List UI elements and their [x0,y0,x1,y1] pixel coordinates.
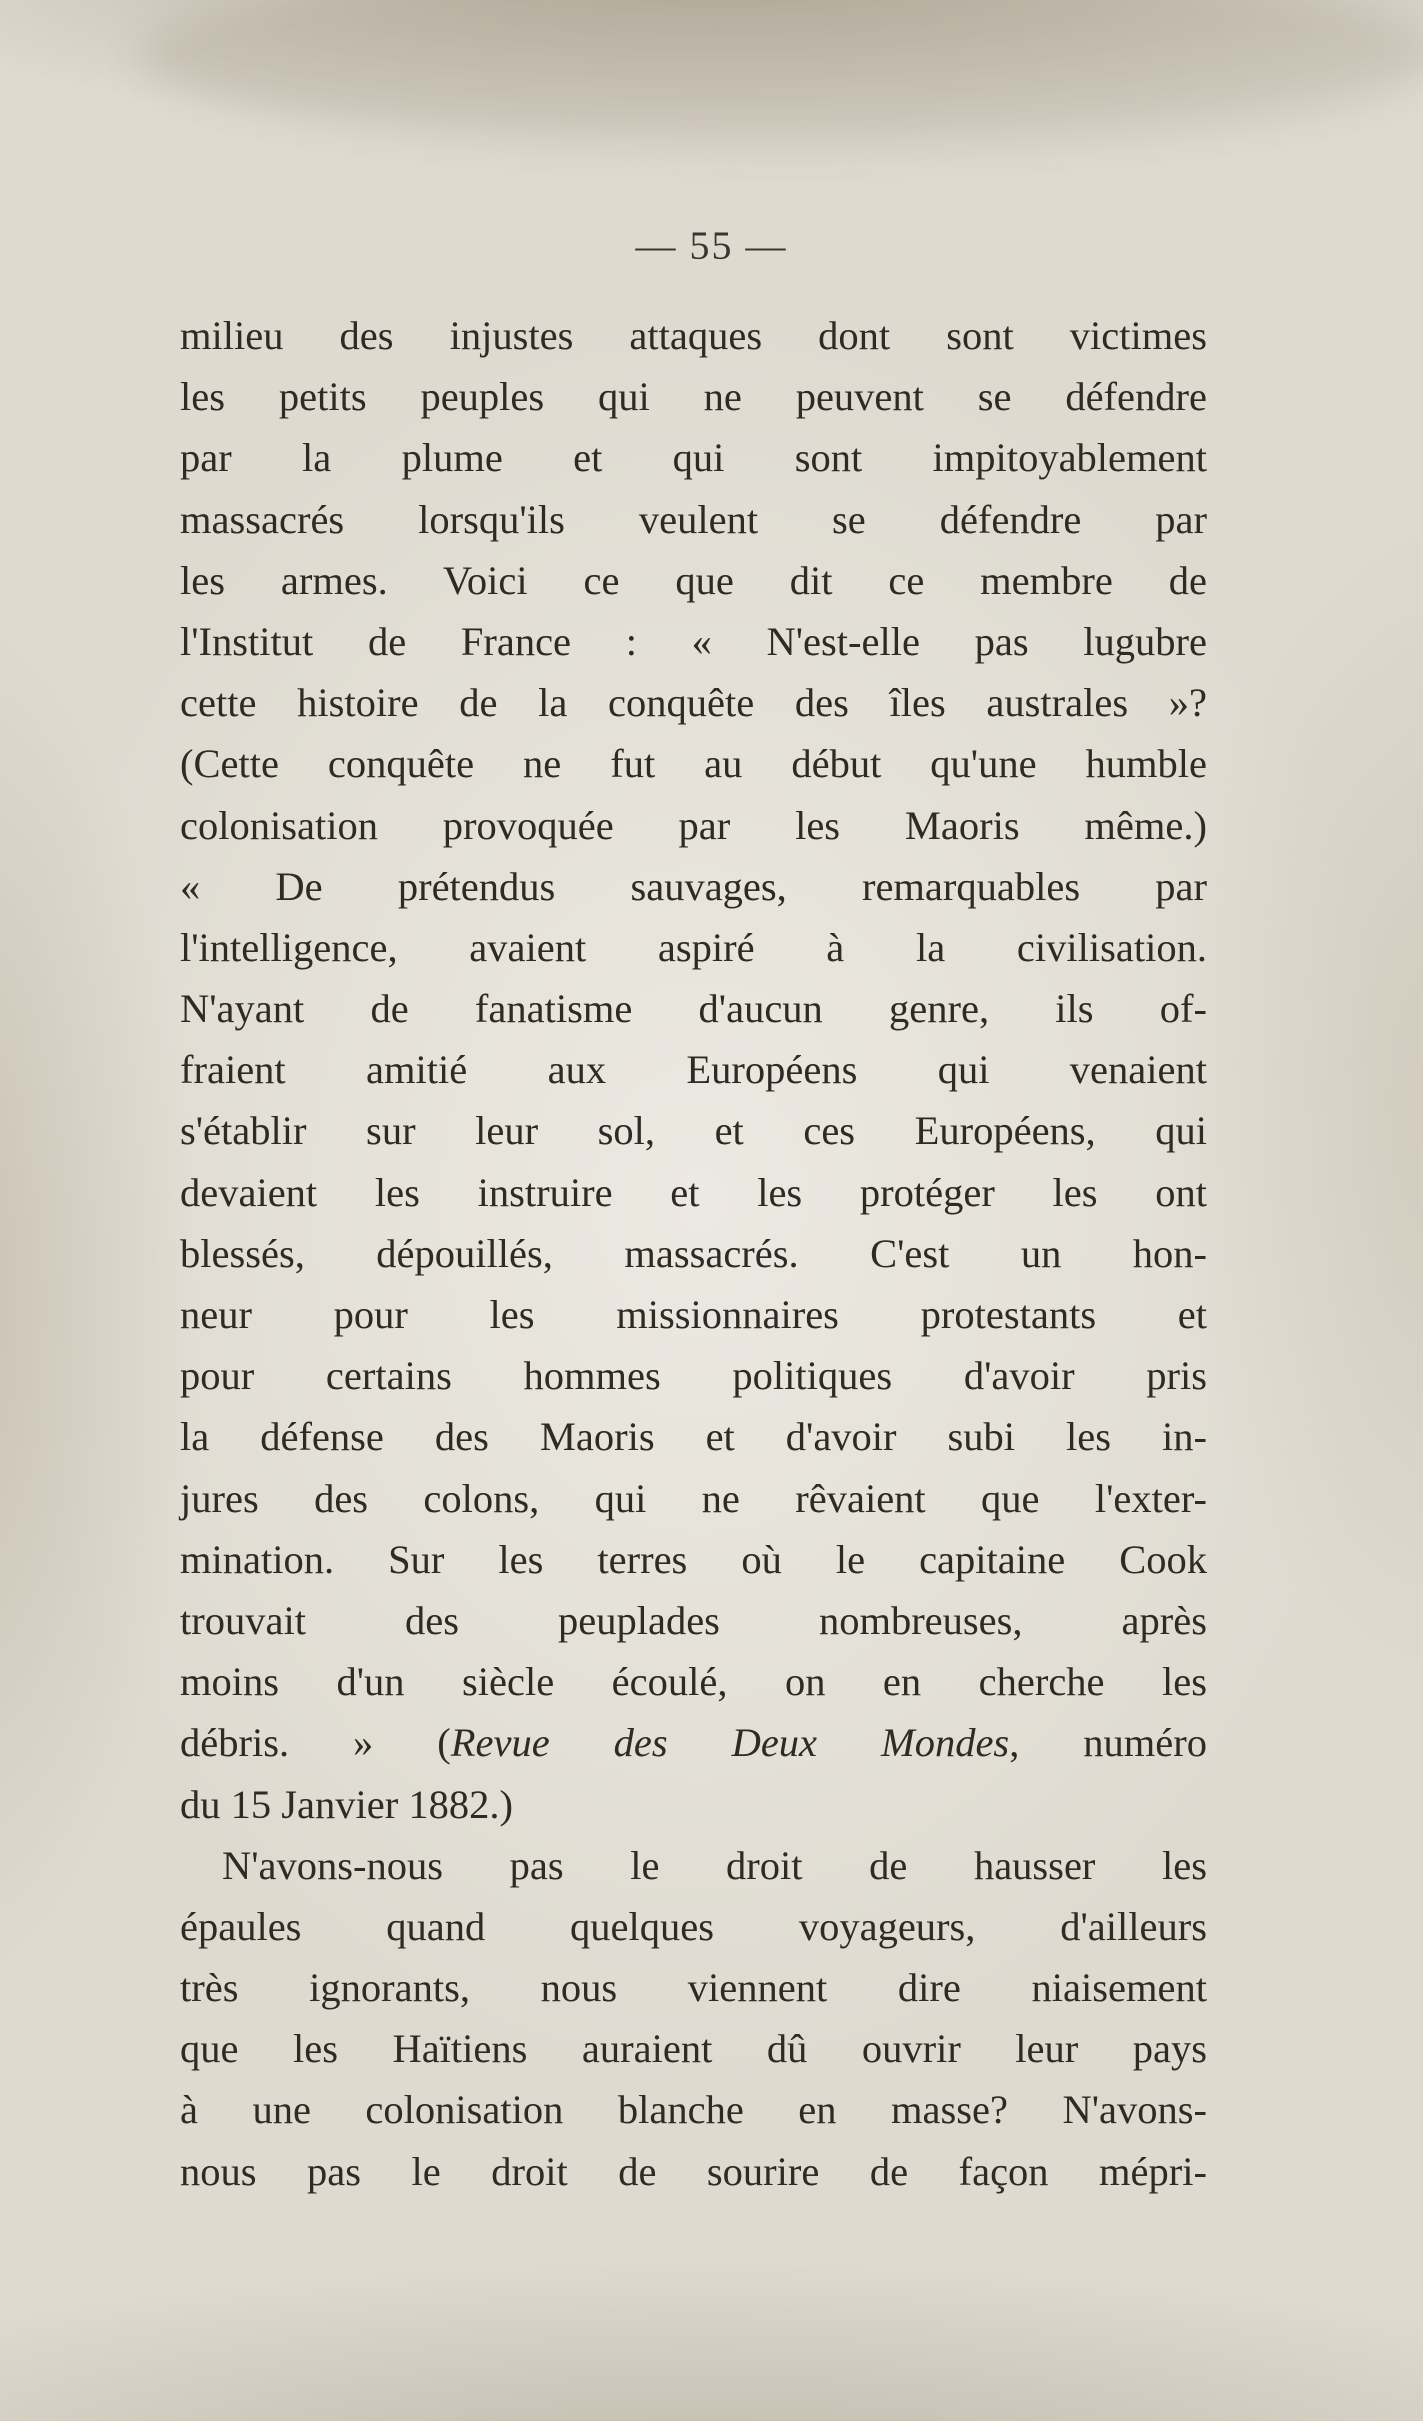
journal-title: Revue des Deux Mondes [450,1720,1010,1766]
text-line: mination. Sur les terres où le capitaine Cook [180,1536,1207,1582]
body-text [180,305,1207,2202]
citation-before: débris. » ( [180,1720,451,1766]
text-line: fraient amitié aux Européens qui venaient [180,1047,1207,1093]
text-line: N'ayant de fanatisme d'aucun genre, ils of- [180,986,1207,1032]
paragraph-end-line: du 15 Janvier 1882.) [180,1781,513,1827]
text-line: blessés, dépouillés, massacrés. C'est un hon- [180,1230,1207,1276]
text-line: trouvait des peuplades nombreuses, après [180,1597,1207,1643]
page-number: — 55 — [635,223,788,268]
text-line: devaient les instruire et les protéger les ont [180,1169,1207,1215]
paragraph-line: que les Haïtiens auraient dû ouvrir leur pays [180,2026,1207,2072]
paragraph-line: N'avons-nous pas le droit de hausser les [222,1842,1207,1888]
text-line: milieu des injustes attaques dont sont victimes [180,313,1207,358]
text-line: les petits peuples qui ne peuvent se défendre [180,374,1207,420]
text-line: cette histoire de la conquête des îles australes »? [180,680,1207,726]
text-line: moins d'un siècle écoulé, on en cherche les [180,1659,1207,1705]
paragraph-line: nous pas le droit de sourire de façon mépri- [180,2148,1207,2194]
text-line: la défense des Maoris et d'avoir subi les in- [180,1414,1207,1460]
text-line: par la plume et qui sont impitoyablement [180,435,1207,481]
citation-line [180,1712,1207,1773]
paragraph-line: à une colonisation blanche en masse? N'avons- [180,2087,1207,2133]
text-line: s'établir sur leur sol, et ces Européens, qui [180,1108,1207,1154]
text-line: jures des colons, qui ne rêvaient que l'exter- [180,1475,1207,1521]
text-line: l'intelligence, avaient aspiré à la civilisation. [180,924,1207,970]
text-line: colonisation provoquée par les Maoris même.) [180,802,1207,848]
text-line: massacrés lorsqu'ils veulent se défendre par [180,496,1207,542]
paper-stain [140,0,1423,150]
paragraph-line: épaules quand quelques voyageurs, d'ailleurs [180,1903,1207,1949]
text-line: « De prétendus sauvages, remarquables par [180,863,1207,909]
text-line: l'Institut de France : « N'est-elle pas lugubre [180,618,1207,664]
paragraph-line: très ignorants, nous viennent dire niaisement [180,1965,1207,2011]
text-line: pour certains hommes politiques d'avoir pris [180,1353,1207,1399]
text-line: (Cette conquête ne fut au début qu'une humble [180,741,1207,787]
citation-after: , numéro [1009,1720,1207,1766]
text-line: les armes. Voici ce que dit ce membre de [180,557,1207,603]
text-line: neur pour les missionnaires protestants et [180,1292,1207,1337]
